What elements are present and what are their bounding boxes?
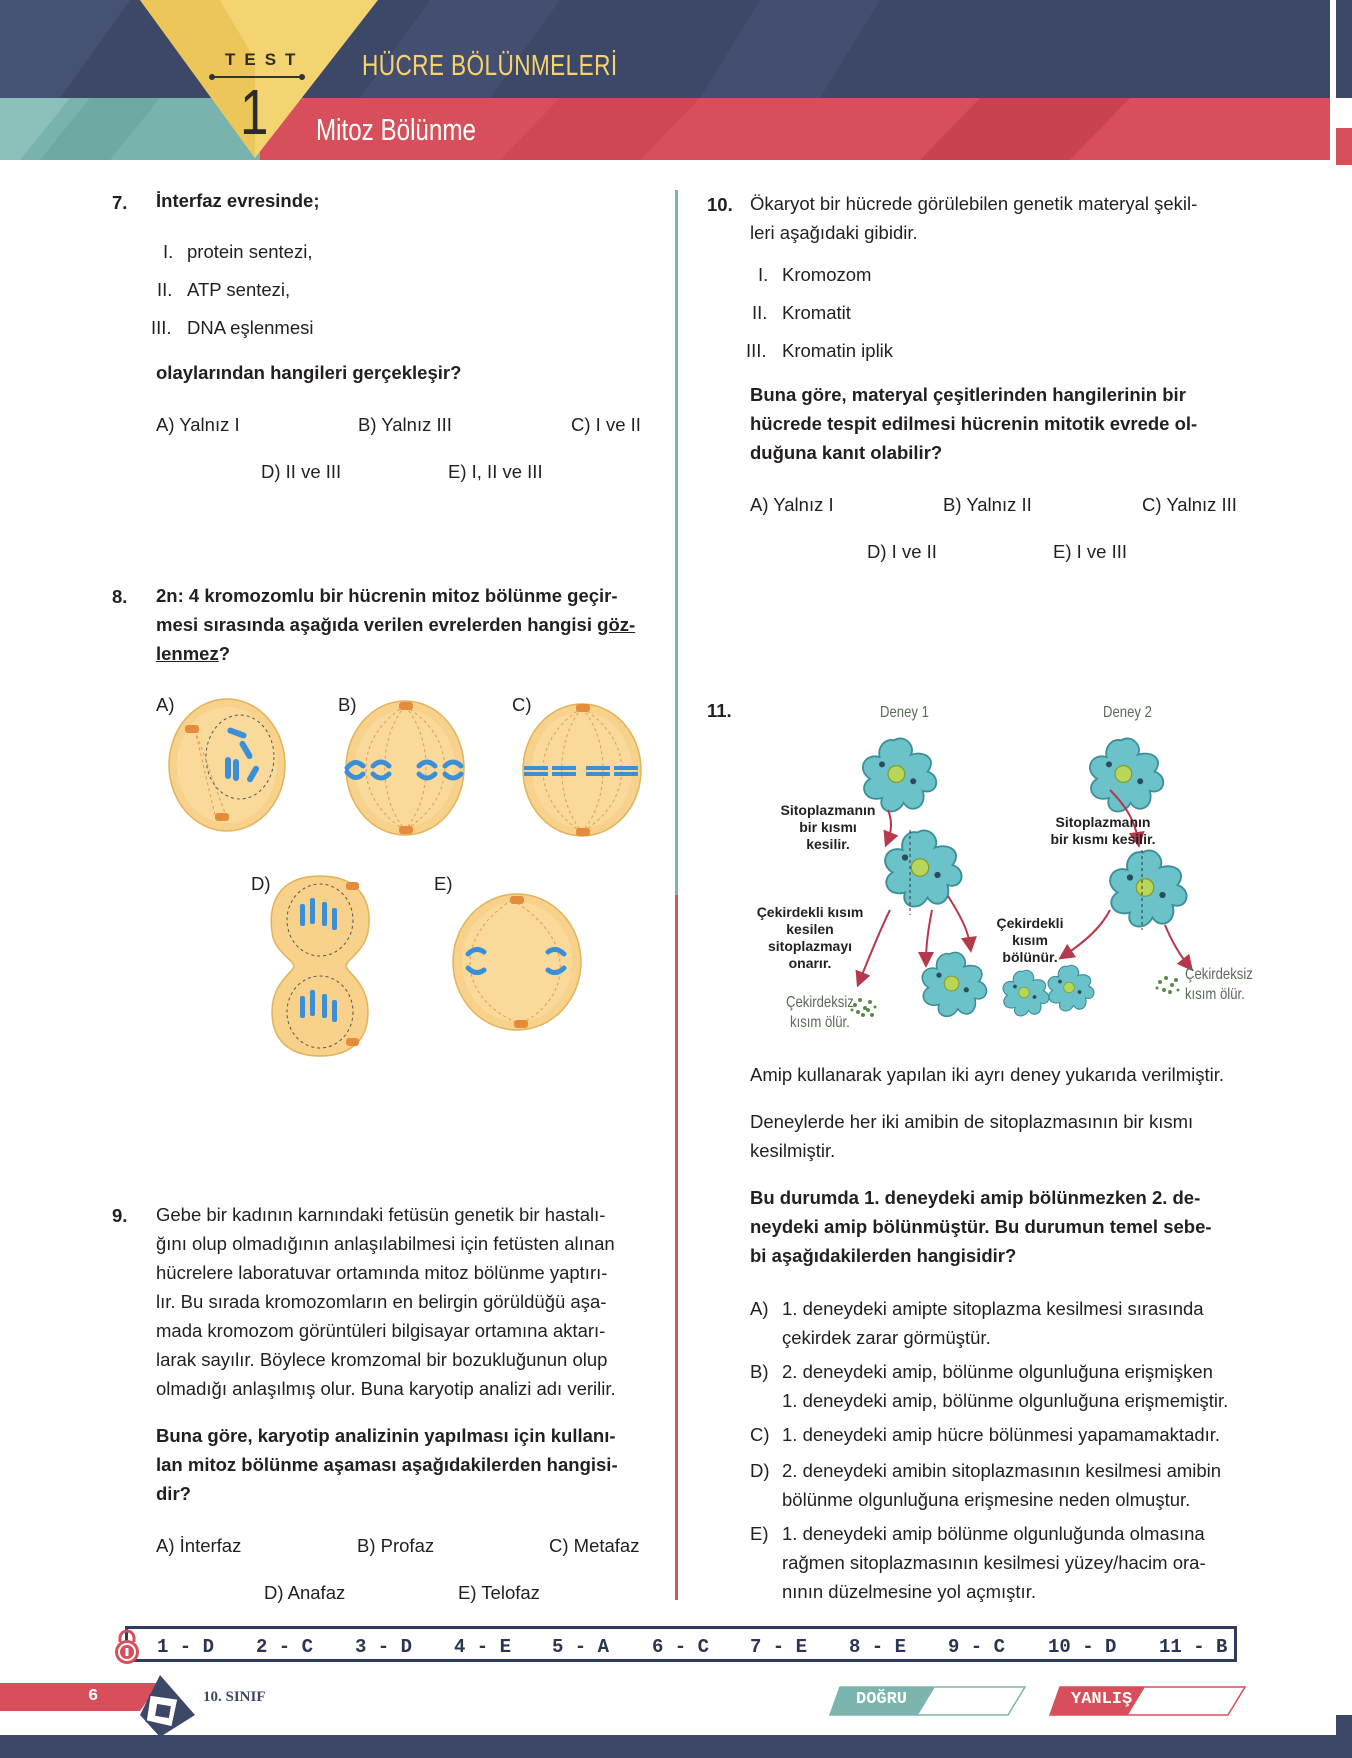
question-text-line: Deneylerde her iki amibin de sitoplazmasının bir kısmı bbox=[750, 1111, 1194, 1132]
lock-icon bbox=[110, 1628, 144, 1664]
answer-option-d[interactable]: D) I ve II bbox=[867, 541, 937, 562]
answer-option-d[interactable]: D) Anafaz bbox=[264, 1582, 346, 1603]
column-divider-teal bbox=[675, 190, 678, 895]
figure-annotation: Sitoplazmanın bir kısmı kesilir. bbox=[780, 802, 876, 852]
answer-key-2: 2 - C bbox=[256, 1636, 314, 1658]
answer-key-8: 8 - E bbox=[849, 1636, 907, 1658]
anaphase-cell-figure bbox=[343, 698, 468, 838]
section-subtitle: Mitoz Bölünme bbox=[316, 112, 476, 147]
question-text-line: ğını olup olmadığının anlaşılabilmesi için fetüsten alınan bbox=[156, 1233, 615, 1254]
late-anaphase-cell-figure bbox=[450, 890, 585, 1035]
answer-key-9: 9 - C bbox=[948, 1636, 1006, 1658]
question-text-line: Gebe bir kadının karnındaki fetüsün genetik bir hastalı- bbox=[156, 1204, 606, 1225]
roman-numeral: III. bbox=[151, 317, 172, 338]
answer-option-b-text[interactable]: 2. deneydeki amip, bölünme olgunluğuna erişmişken bbox=[782, 1361, 1213, 1382]
item-text: DNA eşlenmesi bbox=[187, 317, 314, 338]
answer-option-e-text[interactable]: nının düzelmesine yol açmıştır. bbox=[782, 1581, 1036, 1602]
question-number: 11. bbox=[707, 700, 732, 721]
question-text-line: hücrelere laboratuvar ortamında mitoz bölünme yaptırı- bbox=[156, 1262, 608, 1283]
figure-label-d[interactable]: D) bbox=[251, 873, 271, 894]
question-number: 10. bbox=[707, 194, 733, 215]
figure-label-b[interactable]: B) bbox=[338, 694, 357, 715]
question-text-line: mada kromozom görüntüleri bilgisayar ortamına aktarı- bbox=[156, 1320, 606, 1341]
answer-key-6: 6 - C bbox=[652, 1636, 710, 1658]
answer-key-10: 10 - D bbox=[1048, 1636, 1117, 1658]
page-header-banner bbox=[0, 0, 1352, 165]
answer-option-a-text[interactable]: çekirdek zarar görmüştür. bbox=[782, 1327, 991, 1348]
answer-option-a-letter[interactable]: A) bbox=[750, 1298, 769, 1319]
question-text-line: Amip kullanarak yapılan iki ayrı deney yukarıda verilmiştir. bbox=[750, 1064, 1224, 1085]
answer-option-e[interactable]: E) I, II ve III bbox=[448, 461, 543, 482]
question-number: 7. bbox=[112, 192, 128, 213]
question-text-line: Ökaryot bir hücrede görülebilen genetik materyal şekil- bbox=[750, 193, 1198, 214]
question-prompt-line: Buna göre, materyal çeşitlerinden hangilerinin bir bbox=[750, 384, 1186, 405]
item-text: protein sentezi, bbox=[187, 241, 313, 262]
grade-label: 10. SINIF bbox=[203, 1689, 266, 1705]
answer-key-7: 7 - E bbox=[750, 1636, 808, 1658]
figure-label-deney-1: Deney 1 bbox=[880, 704, 929, 721]
question-stem-line: 2n: 4 kromozomlu bir hücrenin mitoz bölünme geçir- bbox=[156, 585, 618, 606]
answer-option-a[interactable]: A) Yalnız I bbox=[750, 494, 834, 515]
roman-numeral: I. bbox=[163, 241, 174, 262]
page-number: 6 bbox=[88, 1687, 99, 1706]
chapter-title: HÜCRE BÖLÜNMELERİ bbox=[362, 50, 618, 82]
test-number: 1 bbox=[240, 76, 269, 148]
question-prompt-line: hücrede tespit edilmesi hücrenin mitotik evrede ol- bbox=[750, 413, 1198, 434]
figure-label-a[interactable]: A) bbox=[156, 694, 175, 715]
question-text-line: kesilmiştir. bbox=[750, 1140, 836, 1161]
figure-annotation: Çekirdeksiz kısım ölür. bbox=[786, 994, 854, 1031]
answer-key-5: 5 - A bbox=[552, 1636, 610, 1658]
roman-numeral: II. bbox=[752, 302, 768, 323]
question-stem: İnterfaz evresinde; bbox=[156, 190, 320, 211]
answer-option-c[interactable]: C) I ve II bbox=[571, 414, 641, 435]
answer-key-4: 4 - E bbox=[454, 1636, 512, 1658]
figure-label-c[interactable]: C) bbox=[512, 694, 532, 715]
wrong-counter-label[interactable]: YANLIŞ bbox=[1071, 1690, 1133, 1709]
answer-option-e[interactable]: E) I ve III bbox=[1053, 541, 1128, 562]
answer-option-d-letter[interactable]: D) bbox=[750, 1460, 770, 1481]
answer-option-a-text[interactable]: 1. deneydeki amipte sitoplazma kesilmesi sırasında bbox=[782, 1298, 1204, 1319]
question-prompt-line: Bu durumda 1. deneydeki amip bölünmezken 2. de- bbox=[750, 1187, 1201, 1208]
test-label: TEST bbox=[225, 50, 305, 69]
figure-annotation: Çekirdekli kısım bölünür. bbox=[996, 915, 1064, 965]
item-text: Kromozom bbox=[782, 264, 872, 285]
answer-option-a[interactable]: A) Yalnız I bbox=[156, 414, 240, 435]
answer-option-c-text[interactable]: 1. deneydeki amip hücre bölünmesi yapamamaktadır. bbox=[782, 1424, 1221, 1445]
question-prompt-line: Buna göre, karyotip analizinin yapılması için kullanı- bbox=[156, 1425, 616, 1446]
answer-option-b-letter[interactable]: B) bbox=[750, 1361, 769, 1382]
question-text-line: lır. Bu sırada kromozomların en belirgin görüldüğü aşa- bbox=[156, 1291, 607, 1312]
answer-option-e[interactable]: E) Telofaz bbox=[458, 1582, 540, 1603]
answer-option-e-text[interactable]: rağmen sitoplazmasının kesilmesi yüzey/hacim ora- bbox=[782, 1552, 1206, 1573]
answer-option-d-text[interactable]: 2. deneydeki amibin sitoplazmasının kesilmesi amibin bbox=[782, 1460, 1222, 1481]
roman-numeral: I. bbox=[758, 264, 769, 285]
question-prompt-line: duğuna kanıt olabilir? bbox=[750, 442, 943, 463]
figure-label-e[interactable]: E) bbox=[434, 873, 453, 894]
correct-counter-label[interactable]: DOĞRU bbox=[856, 1690, 908, 1709]
question-text-line: leri aşağıdaki gibidir. bbox=[750, 222, 918, 243]
answer-option-d[interactable]: D) II ve III bbox=[261, 461, 342, 482]
answer-key-11: 11 - B bbox=[1159, 1636, 1228, 1658]
question-prompt-line: neydeki amip bölünmüştür. Bu durumun temel sebe- bbox=[750, 1216, 1212, 1237]
figure-annotation: Çekirdekli kısım kesilen sitoplazmayı onarır. bbox=[756, 904, 864, 971]
answer-option-b[interactable]: B) Yalnız II bbox=[943, 494, 1032, 515]
question-prompt: olaylarından hangileri gerçekleşir? bbox=[156, 362, 462, 383]
answer-key-3: 3 - D bbox=[355, 1636, 413, 1658]
question-prompt-line: lan mitoz bölünme aşaması aşağıdakilerden hangisi- bbox=[156, 1454, 618, 1475]
telophase-cell-figure bbox=[268, 872, 373, 1060]
answer-option-d-text[interactable]: bölünme olgunluğuna erişmesine neden olmuştur. bbox=[782, 1489, 1191, 1510]
question-prompt-line: dir? bbox=[156, 1483, 191, 1504]
metaphase-cell-figure bbox=[520, 700, 645, 840]
footer-banner bbox=[0, 1675, 1352, 1758]
answer-option-b-text[interactable]: 1. deneydeki amip, bölünme olgunluğuna erişmemiştir. bbox=[782, 1390, 1229, 1411]
question-number: 8. bbox=[112, 586, 128, 607]
figure-annotation: Çekirdeksiz kısım ölür. bbox=[1185, 966, 1253, 1003]
answer-option-c[interactable]: C) Metafaz bbox=[549, 1535, 640, 1556]
item-text: Kromatit bbox=[782, 302, 851, 323]
answer-option-e-letter[interactable]: E) bbox=[750, 1523, 769, 1544]
answer-option-c[interactable]: C) Yalnız III bbox=[1142, 494, 1237, 515]
item-text: Kromatin iplik bbox=[782, 340, 894, 361]
roman-numeral: III. bbox=[746, 340, 767, 361]
answer-option-b[interactable]: B) Profaz bbox=[357, 1535, 435, 1556]
prophase-cell-figure bbox=[165, 695, 290, 835]
question-prompt-line: bi aşağıdakilerden hangisidir? bbox=[750, 1245, 1017, 1266]
figure-label-deney-2: Deney 2 bbox=[1103, 704, 1152, 721]
column-divider-red bbox=[675, 895, 678, 1600]
answer-option-e-text[interactable]: 1. deneydeki amip bölünme olgunluğunda olmasına bbox=[782, 1523, 1205, 1544]
answer-option-b[interactable]: B) Yalnız III bbox=[358, 414, 452, 435]
question-stem-line: mesi sırasında aşağıda verilen evrelerden hangisi göz- bbox=[156, 614, 636, 635]
figure-annotation: Sitoplazmanın bir kısmı kesilir. bbox=[1050, 814, 1156, 847]
answer-option-c-letter[interactable]: C) bbox=[750, 1424, 770, 1445]
question-number: 9. bbox=[112, 1205, 128, 1226]
item-text: ATP sentezi, bbox=[187, 279, 291, 300]
roman-numeral: II. bbox=[157, 279, 173, 300]
answer-option-a[interactable]: A) İnterfaz bbox=[156, 1535, 242, 1556]
question-text-line: larak sayılır. Böylece kromzomal bir bozukluğunun olup bbox=[156, 1349, 608, 1370]
question-stem-line: lenmez? bbox=[156, 643, 231, 664]
question-text-line: olmadığı anlaşılmış olur. Buna karyotip analizi adı verilir. bbox=[156, 1378, 616, 1399]
answer-key-1: 1 - D bbox=[157, 1636, 215, 1658]
